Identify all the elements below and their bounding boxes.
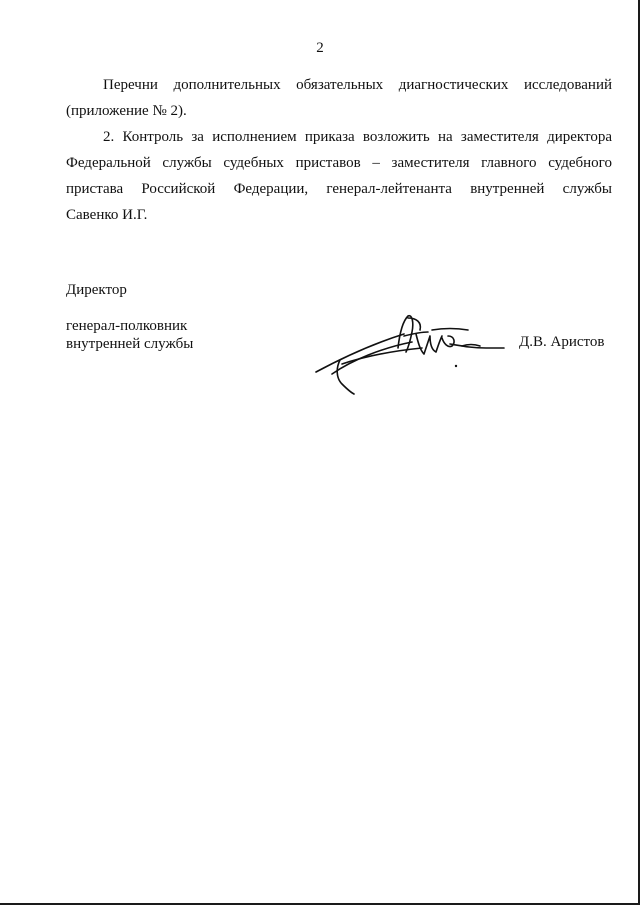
rank-line: генерал-полковник <box>66 318 188 334</box>
paragraph-line <box>66 124 612 150</box>
word: судебных <box>223 155 284 171</box>
paragraph-line <box>66 150 612 176</box>
word: Перечни <box>103 77 158 93</box>
word: службы <box>562 181 612 197</box>
signer-name: Д.В. Аристов <box>519 334 605 350</box>
word: – <box>372 155 380 171</box>
word: Российской <box>141 181 216 197</box>
word: Федеральной <box>66 155 151 171</box>
paragraph-line <box>66 202 612 228</box>
word: Контроль <box>122 129 184 145</box>
word: возложить <box>362 129 430 145</box>
word: заместителя <box>460 129 539 145</box>
word: диагностических <box>398 77 509 93</box>
word: обязательных <box>296 77 384 93</box>
handwritten-signature <box>312 308 508 400</box>
paragraph-line <box>66 98 612 124</box>
page-number: 2 <box>316 40 324 56</box>
word: исследований <box>523 77 612 93</box>
word: внутренней <box>470 181 545 197</box>
word: генерал-лейтенанта <box>326 181 452 197</box>
paragraph-control-clause <box>66 124 612 228</box>
word: главного <box>481 155 537 171</box>
word: приказа <box>304 129 355 145</box>
paragraph-line <box>66 72 612 98</box>
word: пристава <box>66 181 124 197</box>
word: судебного <box>548 155 612 171</box>
paragraph-line <box>66 176 612 202</box>
word: на <box>437 129 453 145</box>
word: 2. <box>103 129 115 145</box>
paragraph-appendix-reference <box>66 72 612 124</box>
word: директора <box>547 129 612 145</box>
position-title: Директор <box>66 282 127 298</box>
rank-block <box>66 317 193 353</box>
word: Савенко И.Г. <box>66 207 148 223</box>
word: заместителя <box>391 155 470 171</box>
word: Федерации, <box>233 181 309 197</box>
word: приставов <box>295 155 361 171</box>
word: исполнением <box>212 129 297 145</box>
service-line: внутренней службы <box>66 336 194 352</box>
word: за <box>191 129 204 145</box>
word: (приложение № 2). <box>66 103 187 119</box>
word: дополнительных <box>173 77 281 93</box>
word: службы <box>162 155 212 171</box>
